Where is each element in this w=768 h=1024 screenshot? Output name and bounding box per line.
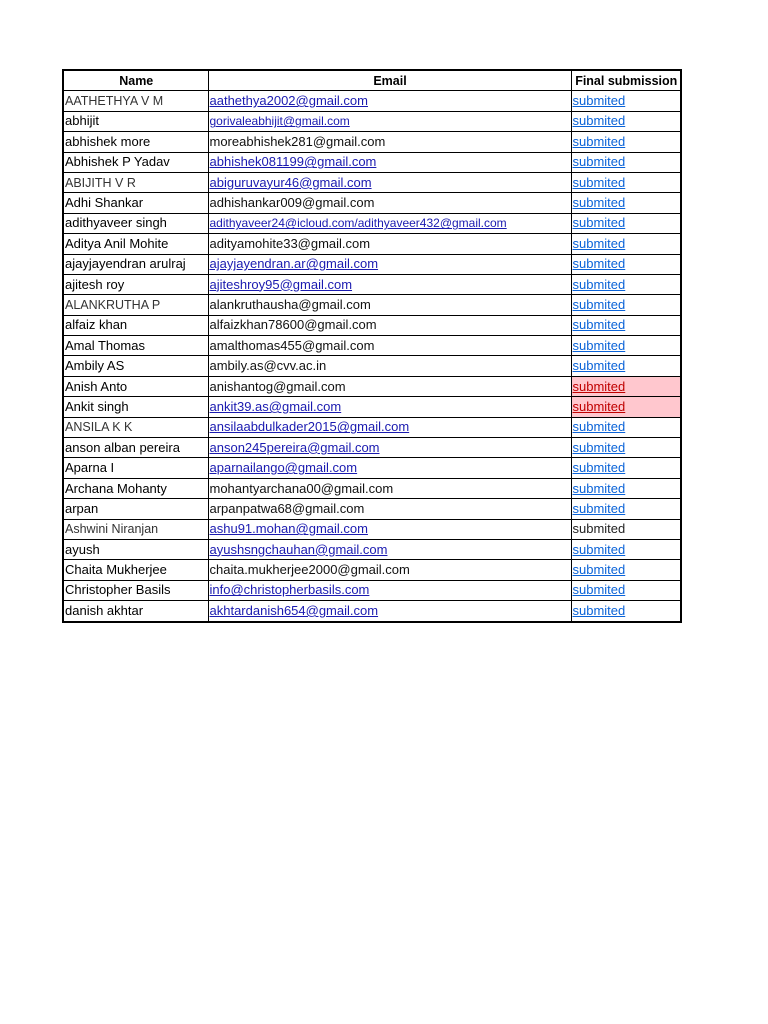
submission-link[interactable]: submited	[571, 417, 681, 437]
email-link[interactable]: ajiteshroy95@gmail.com	[208, 274, 571, 294]
email-link[interactable]: aathethya2002@gmail.com	[208, 91, 571, 111]
submission-link[interactable]: submited	[571, 91, 681, 111]
email-cell: anishantog@gmail.com	[208, 376, 571, 396]
submission-link[interactable]: submited	[571, 295, 681, 315]
submission-link[interactable]: submited	[571, 601, 681, 622]
name-cell: ajayjayendran arulraj	[63, 254, 208, 274]
header-row	[63, 70, 681, 91]
email-link[interactable]: ansilaabdulkader2015@gmail.com	[208, 417, 571, 437]
submission-link[interactable]: submited	[571, 539, 681, 559]
table-row	[63, 560, 681, 580]
name-cell: Anish Anto	[63, 376, 208, 396]
table-row	[63, 356, 681, 376]
email-cell: arpanpatwa68@gmail.com	[208, 499, 571, 519]
name-cell: Aditya Anil Mohite	[63, 234, 208, 254]
submission-link[interactable]: submited	[571, 274, 681, 294]
email-link[interactable]: gorivaleabhijit@gmail.com	[208, 111, 571, 131]
table-row	[63, 152, 681, 172]
email-link[interactable]: akhtardanish654@gmail.com	[208, 601, 571, 622]
submission-link-flagged[interactable]: submited	[571, 376, 681, 396]
table-row	[63, 376, 681, 396]
name-cell: Ankit singh	[63, 397, 208, 417]
submission-link[interactable]: submited	[571, 336, 681, 356]
name-cell: danish akhtar	[63, 601, 208, 622]
table-row	[63, 417, 681, 437]
name-cell: Amal Thomas	[63, 336, 208, 356]
column-header-name: Name	[63, 70, 208, 91]
table-row	[63, 132, 681, 152]
table-row	[63, 499, 681, 519]
email-cell: moreabhishek281@gmail.com	[208, 132, 571, 152]
email-link[interactable]: ashu91.mohan@gmail.com	[208, 519, 571, 539]
name-cell: Abhishek P Yadav	[63, 152, 208, 172]
table-row	[63, 580, 681, 600]
table-row	[63, 336, 681, 356]
email-cell: chaita.mukherjee2000@gmail.com	[208, 560, 571, 580]
name-cell: adithyaveer singh	[63, 213, 208, 233]
column-header-final-submission: Final submission	[571, 70, 681, 91]
email-link[interactable]: aparnailango@gmail.com	[208, 458, 571, 478]
submission-link[interactable]: submited	[571, 580, 681, 600]
email-cell: alfaizkhan78600@gmail.com	[208, 315, 571, 335]
submission-link[interactable]: submited	[571, 356, 681, 376]
name-cell: Christopher Basils	[63, 580, 208, 600]
table-row	[63, 315, 681, 335]
submission-link[interactable]: submited	[571, 152, 681, 172]
table-row	[63, 397, 681, 417]
email-link[interactable]: abhishek081199@gmail.com	[208, 152, 571, 172]
name-cell: Chaita Mukherjee	[63, 560, 208, 580]
name-cell: ANSILA K K	[63, 417, 208, 437]
table-row	[63, 274, 681, 294]
name-cell: AATHETHYA V M	[63, 91, 208, 111]
email-link[interactable]: anson245pereira@gmail.com	[208, 438, 571, 458]
table-row	[63, 519, 681, 539]
name-cell: arpan	[63, 499, 208, 519]
email-cell: ambily.as@cvv.ac.in	[208, 356, 571, 376]
table-row	[63, 438, 681, 458]
email-link[interactable]: abiguruvayur46@gmail.com	[208, 172, 571, 192]
table-row	[63, 234, 681, 254]
name-cell: Aparna I	[63, 458, 208, 478]
name-cell: ABIJITH V R	[63, 172, 208, 192]
column-header-email: Email	[208, 70, 571, 91]
table-row	[63, 254, 681, 274]
name-cell: Ambily AS	[63, 356, 208, 376]
table-row	[63, 478, 681, 498]
submissions-table	[62, 69, 682, 623]
submission-link[interactable]: submited	[571, 458, 681, 478]
email-link[interactable]: ayushsngchauhan@gmail.com	[208, 539, 571, 559]
name-cell: ayush	[63, 539, 208, 559]
submission-link[interactable]: submited	[571, 315, 681, 335]
submission-link-flagged[interactable]: submited	[571, 397, 681, 417]
name-cell: Ashwini Niranjan	[63, 519, 208, 539]
name-cell: Archana Mohanty	[63, 478, 208, 498]
submission-link[interactable]: submited	[571, 560, 681, 580]
submission-link[interactable]: submited	[571, 111, 681, 131]
submission-link[interactable]: submited	[571, 172, 681, 192]
submission-status: submited	[571, 519, 681, 539]
table-row	[63, 193, 681, 213]
email-link[interactable]: ajayjayendran.ar@gmail.com	[208, 254, 571, 274]
table-row	[63, 458, 681, 478]
name-cell: alfaiz khan	[63, 315, 208, 335]
submission-link[interactable]: submited	[571, 213, 681, 233]
submission-link[interactable]: submited	[571, 478, 681, 498]
submission-link[interactable]: submited	[571, 438, 681, 458]
submission-link[interactable]: submited	[571, 254, 681, 274]
email-cell: adityamohite33@gmail.com	[208, 234, 571, 254]
table-row	[63, 295, 681, 315]
name-cell: abhijit	[63, 111, 208, 131]
name-cell: abhishek more	[63, 132, 208, 152]
table-row	[63, 213, 681, 233]
name-cell: Adhi Shankar	[63, 193, 208, 213]
table-row	[63, 111, 681, 131]
email-cell: alankruthausha@gmail.com	[208, 295, 571, 315]
name-cell: anson alban pereira	[63, 438, 208, 458]
submission-link[interactable]: submited	[571, 132, 681, 152]
table-row	[63, 601, 681, 622]
email-cell: amalthomas455@gmail.com	[208, 336, 571, 356]
email-cell: adhishankar009@gmail.com	[208, 193, 571, 213]
table-row	[63, 539, 681, 559]
table-row	[63, 91, 681, 111]
email-link[interactable]: adithyaveer24@icloud.com/adithyaveer432@gmail.com	[208, 213, 571, 233]
email-link[interactable]: info@christopherbasils.com	[208, 580, 571, 600]
submission-link[interactable]: submited	[571, 234, 681, 254]
submission-link[interactable]: submited	[571, 193, 681, 213]
email-cell: mohantyarchana00@gmail.com	[208, 478, 571, 498]
name-cell: ALANKRUTHA P	[63, 295, 208, 315]
submission-link[interactable]: submited	[571, 499, 681, 519]
email-link[interactable]: ankit39.as@gmail.com	[208, 397, 571, 417]
name-cell: ajitesh roy	[63, 274, 208, 294]
table-row	[63, 172, 681, 192]
